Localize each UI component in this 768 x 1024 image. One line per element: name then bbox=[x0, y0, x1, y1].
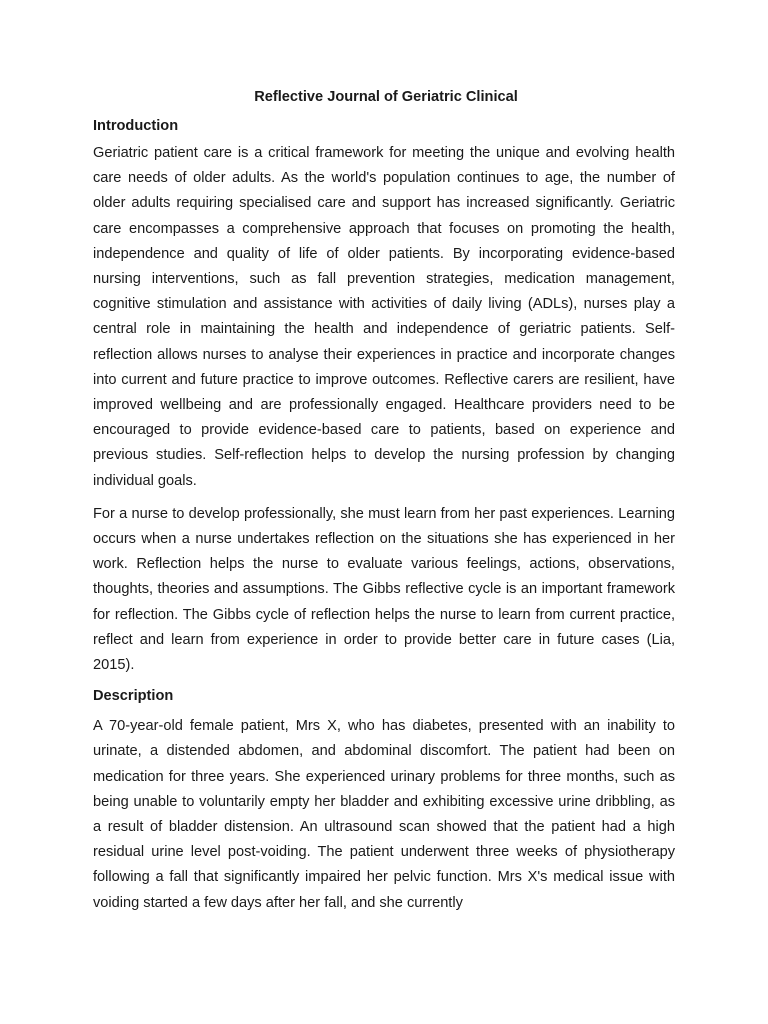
document-title: Reflective Journal of Geriatric Clinical bbox=[254, 89, 518, 105]
description-paragraph-1: A 70-year-old female patient, Mrs X, who has diabetes, presented with an inability to urinate, a distended abdomen, and abdominal discomfort. The patient had been on medication for three years. She experienced urinary problems for three months, such as being unable to voluntarily empty her bladder and exhibiting excessive urine dribbling, as a result of bladder distension. An ultrasound scan showed that the patient had a high residual urine level post-voiding. The patient underwent three weeks of physiotherapy following a fall that significantly impaired her pelvic function. Mrs X's medical issue with voiding started a few days after her fall, and she currently bbox=[93, 718, 675, 911]
section-heading-introduction: Introduction bbox=[93, 118, 179, 134]
document-body bbox=[93, 87, 675, 916]
section-heading-description: Description bbox=[93, 688, 174, 705]
introduction-paragraph-2: For a nurse to develop professionally, she must learn from her past experiences. Learning occurs when a nurse undertakes reflection on the situations she has experienced in her work. Reflection helps the nurse to evaluate various feelings, actions, observations, thoughts, theories and assumptions. The Gibbs reflective cycle is an important framework for reflection. The Gibbs cycle of reflection helps the nurse to learn from current practice, reflect and learn from experience in order to provide better care in future cases (Lia, 2015). bbox=[93, 505, 675, 674]
introduction-paragraph-1: Geriatric patient care is a critical framework for meeting the unique and evolving health care needs of older adults. As the world's population continues to age, the number of older adults requiring specialised care and support has increased significantly. Geriatric care encompasses a comprehensive approach that focuses on promoting the health, independence and quality of life of older patients. By incorporating evidence-based nursing interventions, such as fall prevention strategies, medication management, cognitive stimulation and assistance with activities of daily living (ADLs), nurses play a central role in maintaining the health and independence of geriatric patients. Self-reflection allows nurses to analyse their experiences in practice and incorporate changes into current and future practice to improve outcomes. Reflective carers are resilient, have improved wellbeing and are professionally engaged. Healthcare providers need to be encouraged to provide evidence-based care to patients, based on experience and previous studies. Self-reflection helps to develop the nursing profession by changing individual goals. bbox=[93, 145, 675, 489]
